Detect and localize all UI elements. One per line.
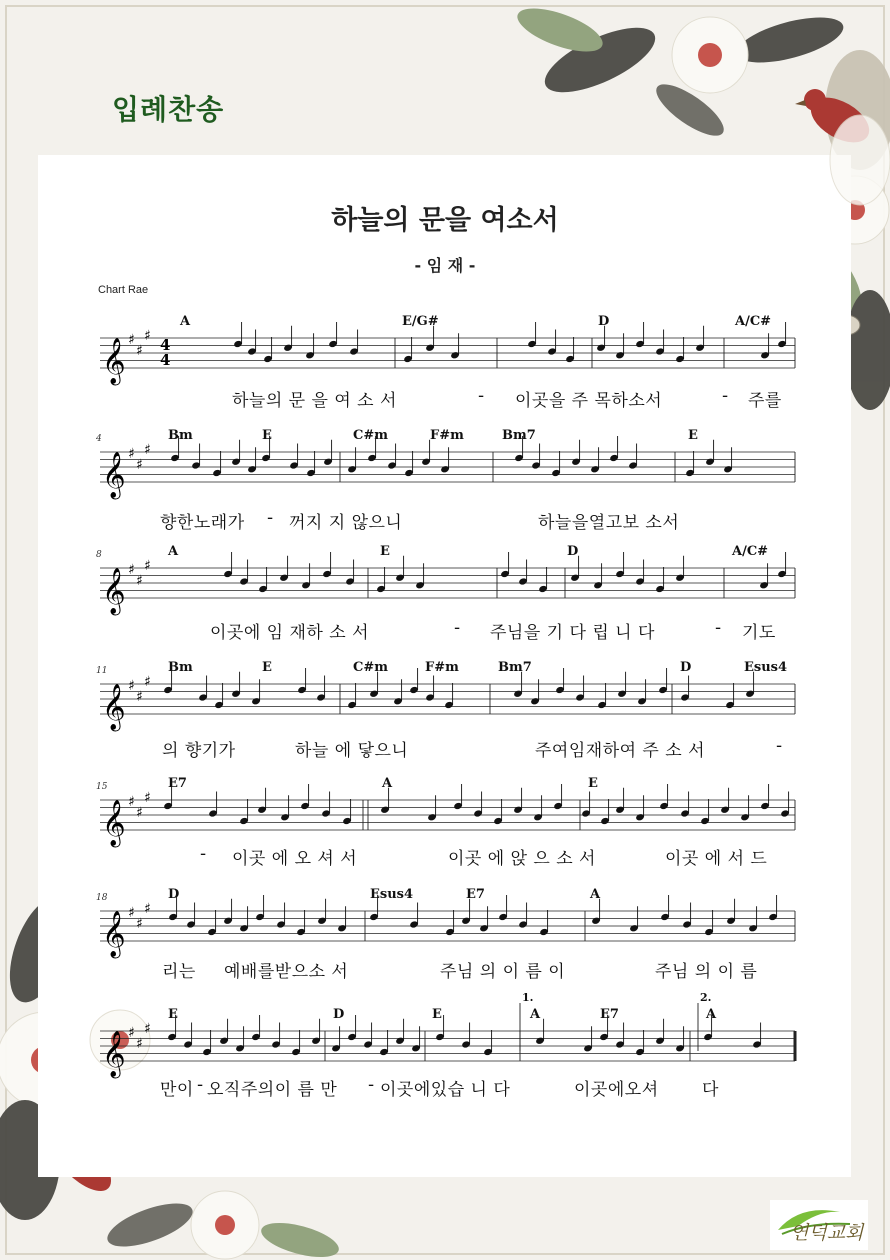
lyric-line: - (722, 386, 729, 406)
chord-symbol: Bm7 (498, 660, 532, 675)
sharp-icon: ♯ (136, 343, 143, 359)
chord-symbol: E (168, 1007, 178, 1022)
lyric-line: 하늘 에 닿으니 (295, 741, 409, 761)
treble-clef-icon: 𝄞 (102, 568, 126, 614)
lyric-line: 이곳 에 서 드 (665, 849, 768, 869)
staff-system-6 (0, 883, 890, 993)
chord-symbol: D (567, 544, 579, 559)
staff-system-7 (0, 991, 890, 1113)
measure-number: 15 (96, 782, 108, 792)
sharp-icon: ♯ (136, 689, 143, 705)
lyric-line: 이곳에 임 재하 소 서 (210, 623, 369, 643)
chord-symbol: Bm (168, 660, 193, 675)
sharp-icon: ♯ (136, 805, 143, 821)
chord-symbol: E (432, 1007, 442, 1022)
staff-system-4 (0, 656, 890, 766)
second-ending-label: 2. (700, 991, 712, 1004)
sharp-icon: ♯ (144, 558, 151, 574)
chord-symbol: A (706, 1007, 717, 1022)
chord-symbol: A/C# (732, 544, 769, 559)
staff-system-1 (0, 310, 890, 420)
treble-clef-icon: 𝄞 (102, 1031, 126, 1077)
lyric-line: 이곳에오셔 (574, 1080, 659, 1100)
chord-symbol: C#m (353, 660, 388, 675)
sharp-icon: ♯ (128, 1025, 135, 1041)
chord-symbol: Esus4 (744, 660, 788, 675)
sharp-icon: ♯ (144, 328, 151, 344)
sharp-icon: ♯ (128, 446, 135, 462)
chord-symbol: A/C# (735, 314, 772, 329)
lyric-line: 오직주의이 름 만 (207, 1080, 338, 1100)
staff-system-5 (0, 772, 890, 882)
chord-symbol: D (333, 1007, 345, 1022)
lyric-line: - (368, 1075, 375, 1095)
chord-symbol: Bm (168, 428, 193, 443)
lyric-line: 하늘을열고보 소서 (538, 513, 680, 533)
lyric-line: 리는 (162, 962, 196, 982)
lyric-line: - (267, 508, 274, 528)
sharp-icon: ♯ (136, 916, 143, 932)
measure-number: 18 (96, 893, 108, 903)
lyric-line: - (776, 736, 783, 756)
chord-symbol: A (180, 314, 191, 329)
sharp-icon: ♯ (128, 562, 135, 578)
lyric-line: 기도 (742, 623, 776, 643)
lyric-line: 주님 의 이 름 (655, 962, 758, 982)
sharp-icon: ♯ (144, 674, 151, 690)
lyric-line: 주님 의 이 름 이 (440, 962, 566, 982)
chord-symbol: E7 (600, 1007, 619, 1022)
chord-symbol: F#m (425, 660, 459, 675)
chord-symbol: E (588, 776, 598, 791)
lyric-line: 이곳 에 앉 으 소 서 (448, 849, 596, 869)
chord-symbol: D (598, 314, 610, 329)
song-title: 하늘의 문을 여소서 (331, 205, 559, 236)
lyric-line: 이곳을 주 목하소서 (515, 391, 663, 411)
chord-symbol: A (590, 887, 601, 902)
sharp-icon: ♯ (144, 901, 151, 917)
lyric-line: - (478, 386, 485, 406)
lyric-line: - (200, 844, 207, 864)
lyric-line: 주를 (748, 391, 782, 411)
measure-number: 4 (96, 434, 102, 444)
first-ending-label: 1. (522, 991, 534, 1004)
lyric-line: - (715, 618, 722, 638)
treble-clef-icon: 𝄞 (102, 452, 126, 498)
chord-symbol: A (168, 544, 179, 559)
lyric-line: 의 향기가 (162, 741, 236, 761)
lyric-line: 이곳 에 오 셔 서 (232, 849, 358, 869)
lyric-line: - (454, 618, 461, 638)
chord-symbol: E (380, 544, 390, 559)
time-signature: 4 (160, 336, 171, 354)
sharp-icon: ♯ (144, 790, 151, 806)
sharp-icon: ♯ (136, 1036, 143, 1052)
sharp-icon: ♯ (136, 457, 143, 473)
chord-symbol: E (262, 660, 272, 675)
chord-symbol: A (382, 776, 393, 791)
lyric-line: 만이 (160, 1080, 194, 1100)
category-heading: 입례찬송 (112, 93, 225, 126)
sharp-icon: ♯ (144, 1021, 151, 1037)
chord-symbol: D (168, 887, 180, 902)
sharp-icon: ♯ (128, 794, 135, 810)
sharp-icon: ♯ (128, 905, 135, 921)
treble-clef-icon: 𝄞 (102, 911, 126, 957)
treble-clef-icon: 𝄞 (102, 338, 126, 384)
chord-symbol: E/G# (402, 314, 439, 329)
chord-symbol: Esus4 (370, 887, 414, 902)
sharp-icon: ♯ (128, 678, 135, 694)
sharp-icon: ♯ (136, 573, 143, 589)
lyric-line: 향한노래가 (160, 513, 245, 533)
chord-symbol: E (688, 428, 698, 443)
staff-system-3 (0, 540, 890, 650)
chord-symbol: D (680, 660, 692, 675)
lyric-line: - (197, 1075, 204, 1095)
arranger-credit: Chart Rae (98, 284, 149, 296)
sharp-icon: ♯ (144, 442, 151, 458)
lyric-line: 다 (702, 1080, 719, 1100)
staff-system-2 (0, 424, 890, 534)
chord-symbol: C#m (353, 428, 388, 443)
chord-symbol: F#m (430, 428, 464, 443)
lyric-line: 꺼지 지 않으니 (289, 513, 403, 533)
measure-number: 8 (96, 550, 102, 560)
time-signature: 4 (160, 351, 171, 369)
lyric-line: 주님을 기 다 립 니 다 (490, 623, 655, 643)
chord-symbol: E (262, 428, 272, 443)
lyric-line: 주여임재하여 주 소 서 (535, 741, 706, 761)
treble-clef-icon: 𝄞 (102, 684, 126, 730)
sharp-icon: ♯ (128, 332, 135, 348)
church-logo-text: 연덕교회 (790, 1222, 864, 1244)
lyric-line: 이곳에있습 니 다 (380, 1080, 511, 1100)
chord-symbol: E7 (466, 887, 485, 902)
chord-symbol: A (530, 1007, 541, 1022)
chord-symbol: E7 (168, 776, 187, 791)
measure-number: 11 (96, 666, 108, 676)
chord-symbol: Bm7 (502, 428, 536, 443)
treble-clef-icon: 𝄞 (102, 800, 126, 846)
lyric-line: 하늘의 문 을 여 소 서 (232, 391, 397, 411)
lyric-line: 예배를받으소 서 (224, 962, 349, 982)
song-composer: - 임 재 - (414, 256, 476, 275)
